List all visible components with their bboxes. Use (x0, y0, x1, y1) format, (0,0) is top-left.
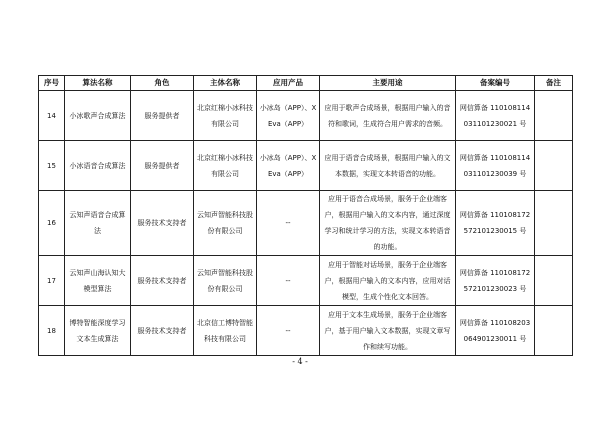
remarks-cell (535, 306, 573, 356)
role-cell: 服务技术支持者 (131, 256, 194, 306)
table-header-row (39, 76, 573, 91)
row-index-cell: 18 (39, 306, 65, 356)
algorithm-name-cell: 小冰语音合成算法 (65, 141, 131, 191)
table-body (39, 91, 573, 356)
remarks-cell (535, 256, 573, 306)
algorithm-name-cell: 云知声语音合成算法 (65, 191, 131, 256)
table-row (39, 191, 573, 256)
remarks-cell (535, 141, 573, 191)
main-usage-cell: 应用于智能对话场景，服务于企业端客户，根据用户输入的文本内容，应用对话模型，生成个性化文本回答。 (320, 256, 456, 306)
entity-name-cell: 云知声智能科技股份有限公司 (194, 256, 257, 306)
record-number-cell: 网信算备 110108172572101230015 号 (456, 191, 535, 256)
table-row (39, 141, 573, 191)
header-role: 角色 (131, 76, 194, 91)
remarks-cell (535, 91, 573, 141)
header-record-number: 备案编号 (456, 76, 535, 91)
page-number: - 4 - (292, 357, 308, 366)
algorithm-name-cell: 云知声山海认知大模型算法 (65, 256, 131, 306)
record-number-cell: 网信算备 110108114031101230021 号 (456, 91, 535, 141)
table-row (39, 91, 573, 141)
header-main-usage: 主要用途 (320, 76, 456, 91)
application-product-cell: 小冰岛（APP）、X Eva（APP） (257, 141, 320, 191)
entity-name-cell: 云知声智能科技股份有限公司 (194, 191, 257, 256)
header-index: 序号 (39, 76, 65, 91)
algorithm-name-cell: 博特智能深度学习文本生成算法 (65, 306, 131, 356)
entity-name-cell: 北京红棉小冰科技有限公司 (194, 141, 257, 191)
header-remarks: 备注 (535, 76, 573, 91)
row-index-cell: 14 (39, 91, 65, 141)
row-index-cell: 15 (39, 141, 65, 191)
role-cell: 服务提供者 (131, 91, 194, 141)
application-product-cell: -- (257, 191, 320, 256)
role-cell: 服务提供者 (131, 141, 194, 191)
entity-name-cell: 北京信工博特智能科技有限公司 (194, 306, 257, 356)
main-usage-cell: 应用于语音合成场景，根据用户输入的文本数据，实现文本转语音的功能。 (320, 141, 456, 191)
row-index-cell: 16 (39, 191, 65, 256)
header-entity-name: 主体名称 (194, 76, 257, 91)
record-number-cell: 网信算备 110108203064901230011 号 (456, 306, 535, 356)
main-usage-cell: 应用于歌声合成场景，根据用户输入的音符和歌词，生成符合用户需求的音频。 (320, 91, 456, 141)
record-number-cell: 网信算备 110108114031101230039 号 (456, 141, 535, 191)
role-cell: 服务技术支持者 (131, 191, 194, 256)
header-algorithm-name: 算法名称 (65, 76, 131, 91)
record-number-cell: 网信算备 110108172572101230023 号 (456, 256, 535, 306)
table-row (39, 306, 573, 356)
application-product-cell: 小冰岛（APP）、X Eva（APP） (257, 91, 320, 141)
entity-name-cell: 北京红棉小冰科技有限公司 (194, 91, 257, 141)
main-usage-cell: 应用于语音合成场景，服务于企业端客户，根据用户输入的文本内容，通过深度学习和统计学习的方法，实现文本转语音的功能。 (320, 191, 456, 256)
table-row (39, 256, 573, 306)
main-usage-cell: 应用于文本生成场景，服务于企业端客户，基于用户输入文本数据，实现文章写作和续写功能。 (320, 306, 456, 356)
remarks-cell (535, 191, 573, 256)
algorithm-registry-table (38, 75, 573, 356)
header-application-product: 应用产品 (257, 76, 320, 91)
row-index-cell: 17 (39, 256, 65, 306)
application-product-cell: -- (257, 256, 320, 306)
role-cell: 服务技术支持者 (131, 306, 194, 356)
application-product-cell: -- (257, 306, 320, 356)
algorithm-name-cell: 小冰歌声合成算法 (65, 91, 131, 141)
